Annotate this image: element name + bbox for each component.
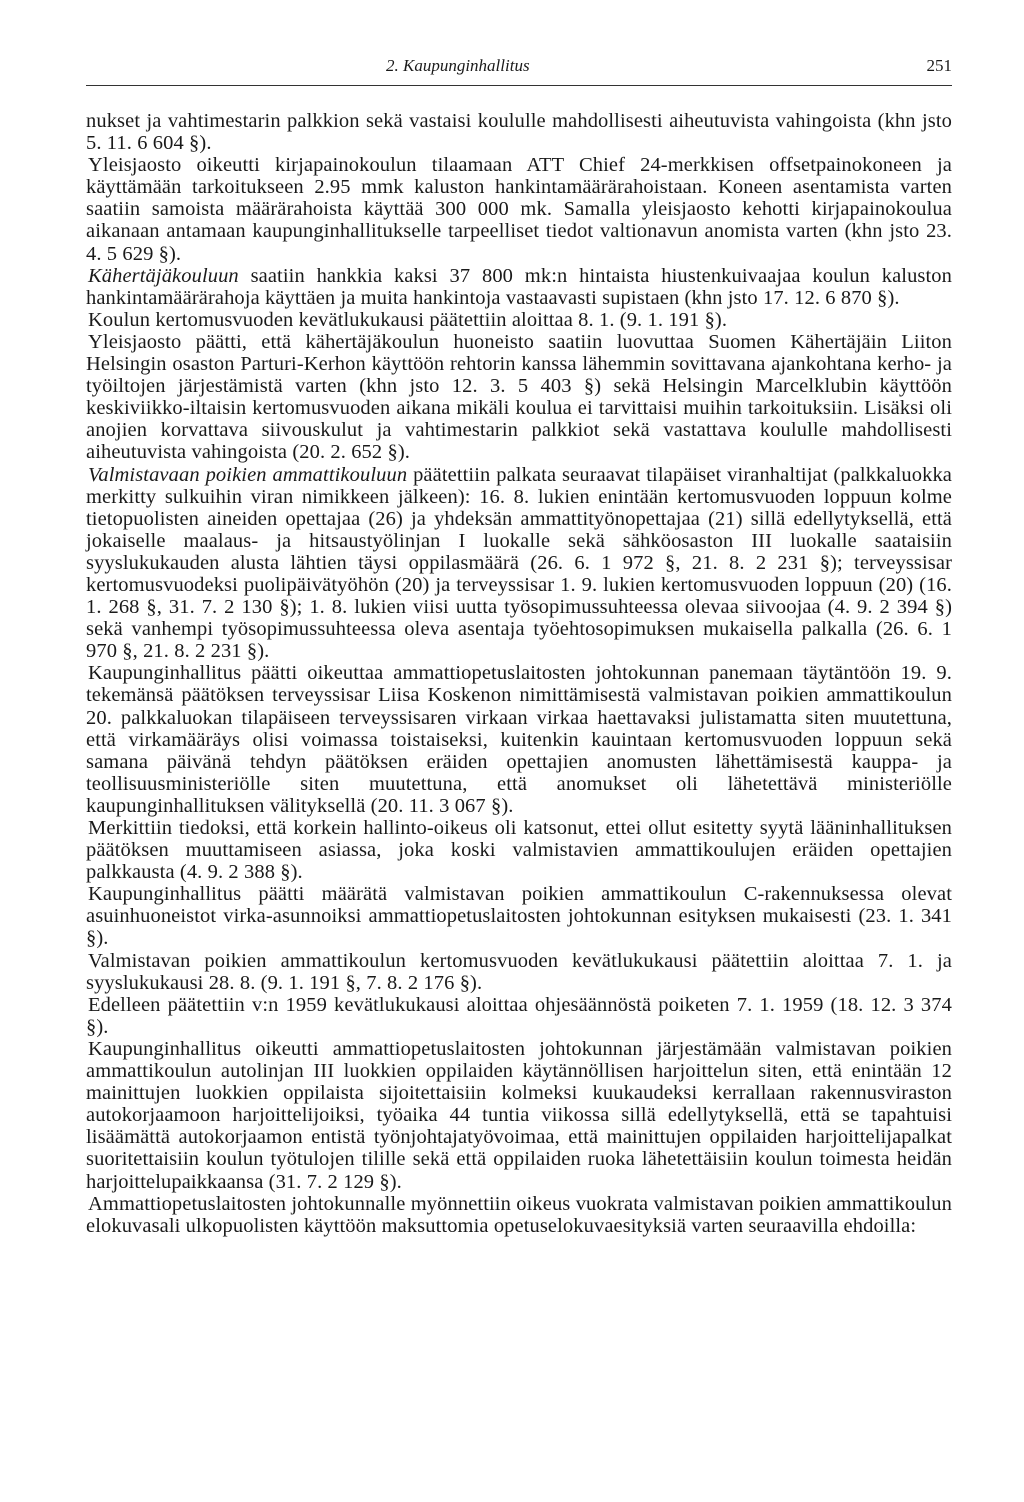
paragraph: Kaupunginhallitus päätti oikeuttaa ammattiopetuslaitosten johtokunnan panemaan täytäntöön 19. 9. tekemänsä päätöksen terveyssisar Liisa Koskenon nimittämisestä valmistavan poikien ammattikoulun 20. palkkaluokan tilapäiseen terveyssisaren virkaan virkaa haettavaksi julistamatta siten muutettuna, että virkamääräys olisi voimassa toistaiseksi, kuitenkin kauintaan kertomusvuoden loppuun sekä samana päivänä tehdyn päätöksen eräiden opettajien anomusten lähettämisestä kauppa- ja teollisuusministeriölle siten muutettuna, että anomukset oli lähetettävä ministeriölle kaupunginhallituksen välityksellä (20. 11. 3 067 §).: [86, 662, 952, 817]
paragraph: nukset ja vahtimestarin palkkion sekä vastaisi koululle mahdollisesti aiheutuvista vahingoista (khn jsto 5. 11. 6 604 §).: [86, 110, 952, 155]
paragraph: Valmistavan poikien ammattikoulun kertomusvuoden kevätlukukausi päätettiin aloittaa 7. 1. ja syyslukukausi 28. 8. (9. 1. 191 §, 7. 8. 2 176 §).: [86, 949, 952, 994]
paragraph: Kähertäjäkouluun saatiin hankkia kaksi 37 800 mk:n hintaista hiustenkuivaajaa koulun kaluston hankintamäärärahoja käyttäen ja muita hankintoja vastaavasti supistaen (khn jsto 17. 12. 6 870 §).: [86, 264, 952, 309]
paragraph: Kaupunginhallitus päätti määrätä valmistavan poikien ammattikoulun C-rakennuksessa olevat asuinhuoneistot virka-asunnoiksi ammattiopetuslaitosten johtokunnan esityksen mukaisesti (23. 1. 341 §).: [86, 883, 952, 950]
running-header: [86, 56, 952, 82]
body-text: [86, 110, 952, 1237]
paragraph: Yleisjaosto päätti, että kähertäjäkoulun huoneisto saatiin luovuttaa Suomen Kähertäjäin Liiton Helsingin osaston Parturi-Kerhon käyttöön rehtorin kanssa lähemmin sovittavana ajankohtana kerho- ja työiltojen järjestämistä varten (khn jsto 12. 3. 5 403 §) sekä Helsingin Marcelklubin käyttöön keskiviikko-iltaisin kertomusvuoden aikana mikäli koulua ei tarvittaisi muihin tarkoituksiin. Lisäksi oli anojien korvattava siivouskulut ja vahtimestarin palkkiot sekä vastattava koululle mahdollisesti aiheutuvista vahingoista (20. 2. 652 §).: [86, 330, 952, 464]
header-rule: [86, 85, 952, 86]
section-lead: Kähertäjäkouluun: [88, 264, 239, 287]
paragraph: Merkittiin tiedoksi, että korkein hallinto-oikeus oli katsonut, ettei ollut esitetty syytä lääninhallituksen päätöksen muuttamiseen asiassa, joka koski valmistavien ammattikoulujen eräiden opettajien palkkausta (4. 9. 2 388 §).: [86, 817, 952, 884]
header-title: 2. Kaupunginhallitus: [386, 56, 530, 75]
paragraph: Valmistavaan poikien ammattikouluun päätettiin palkata seuraavat tilapäiset viranhaltijat (palkkaluokka merkitty sulkuihin viran nimikkeen jälkeen): 16. 8. lukien enintään kertomusvuoden loppuun kolme tietopuolisten aineiden opettajaa (26) ja yhdeksän ammattityönopettajaa (21) sillä edellytyksellä, että jokaiselle maalaus- ja hitsaustyölinjan I luokalle sekä sähköosaston III luokalle saataisiin syyslukukauden alusta lähtien täysi oppilasmäärä (26. 6. 1 972 §, 21. 8. 2 231 §); terveyssisar kertomusvuodeksi puolipäivätyöhön (20) ja terveyssisar 1. 9. lukien kertomusvuoden loppuun (20) (16. 1. 268 §, 31. 7. 2 130 §); 1. 8. lukien viisi uutta työsopimussuhteessa olevaa siivoojaa (4. 9. 2 394 §) sekä vanhempi työsopimussuhteessa oleva asentaja työehtosopimuksen mukaisella palkalla (26. 6. 1 970 §, 21. 8. 2 231 §).: [86, 463, 952, 663]
paragraph: Koulun kertomusvuoden kevätlukukausi päätettiin aloittaa 8. 1. (9. 1. 191 §).: [88, 308, 728, 331]
paragraph: Yleisjaosto oikeutti kirjapainokoulun tilaamaan ATT Chief 24-merkkisen offsetpainokoneen ja käyttämään tarkoitukseen 2.95 mmk kaluston hankintamäärärahoistaan. Koneen asentamista varten saatiin samoista määrärahoista käyttää 300 000 mk. Samalla yleisjaosto kehotti kirjapainokoulua aikanaan antamaan kaupunginhallitukselle tarpeelliset tiedot valtionavun anomista varten (khn jsto 23. 4. 5 629 §).: [86, 154, 952, 265]
paragraph: Ammattiopetuslaitosten johtokunnalle myönnettiin oikeus vuokrata valmistavan poikien ammattikoulun elokuvasali ulkopuolisten käyttöön maksuttomia opetuselokuvaesityksiä varten seuraavilla ehdoilla:: [86, 1192, 952, 1237]
page-number: 251: [926, 56, 952, 75]
paragraph: Edelleen päätettiin v:n 1959 kevätlukukausi aloittaa ohjesäännöstä poiketen 7. 1. 1959 (18. 12. 3 374 §).: [86, 993, 952, 1038]
section-lead: Valmistavaan poikien ammattikouluun: [88, 463, 408, 486]
paragraph: Kaupunginhallitus oikeutti ammattiopetuslaitosten johtokunnan järjestämään valmistavan poikien ammattikoulun autolinjan III luokkien oppilaiden käytännöllisen harjoittelun siten, että enintään 12 mainittujen luokkien oppilaista sijoitettaisiin kolmeksi kuukaudeksi kerrallaan rakennusviraston autokorjaamoon harjoittelijoiksi, työaika 44 tuntia viikossa sillä edellytyksellä, että se tapahtuisi lisäämättä autokorjaamon entistä työnjohtajatyövoimaa, että mainittujen oppilaiden harjoittelijapalkat suoritettaisiin koulun työtulojen tilille sekä että oppilaiden ruoka lähetettäisiin koulun toimesta heidän harjoittelupaikkaansa (31. 7. 2 129 §).: [86, 1037, 952, 1193]
